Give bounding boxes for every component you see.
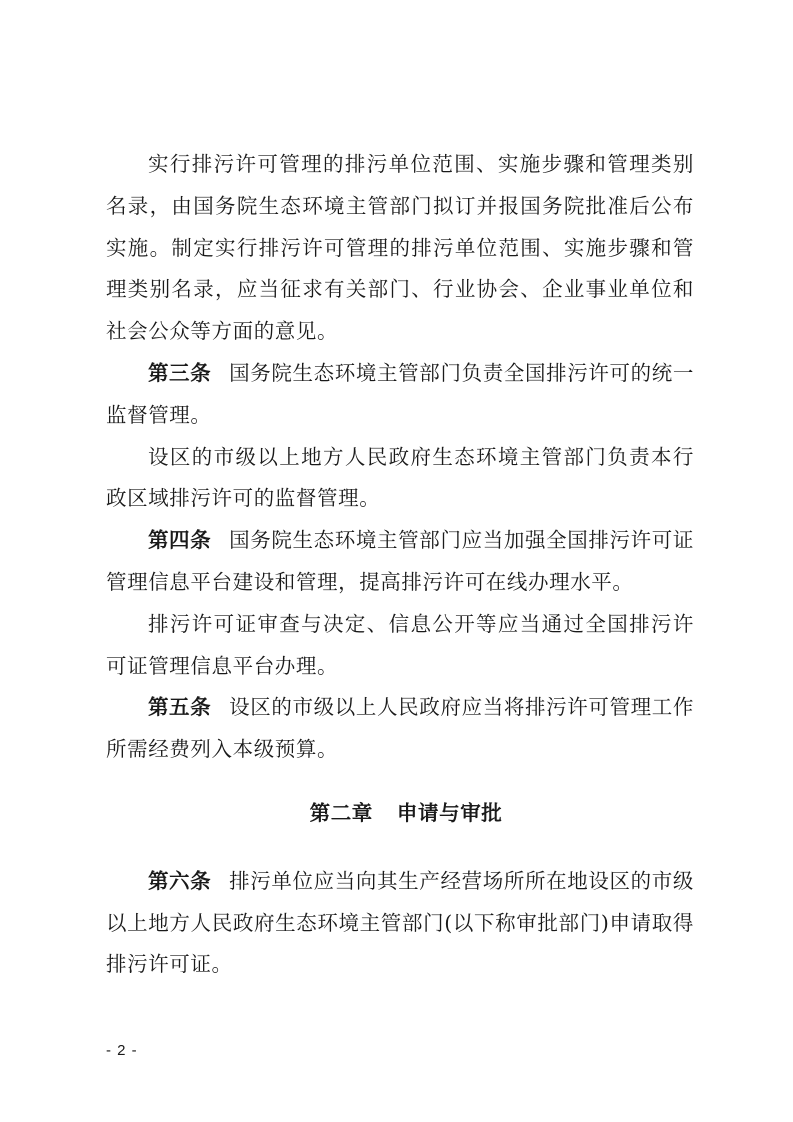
paragraph-text: 设区的市级以上地方人民政府生态环境主管部门负责本行政区域排污许可的监督管理。 — [106, 444, 694, 511]
chapter-number: 第二章 — [309, 800, 373, 825]
article-label: 第六条 — [148, 868, 212, 893]
article-5 — [106, 687, 694, 771]
document-body — [106, 144, 694, 986]
article-label: 第四条 — [148, 528, 212, 553]
paragraph-text: 排污许可证审查与决定、信息公开等应当通过全国排污许可证管理信息平台办理。 — [106, 611, 694, 678]
article-text: 设区的市级以上人民政府应当将排污许可管理工作所需经费列入本级预算。 — [106, 695, 695, 762]
article-label: 第三条 — [148, 360, 212, 385]
paragraph-text: 实行排污许可管理的排污单位范围、实施步骤和管理类别名录，由国务院生态环境主管部门拟订并报国务院批准后公布实施。制定实行排污许可管理的排污单位范围、实施步骤和管理类别名录，应当征求有关部门、行业协会、企业事业单位和社会公众等方面的意见。 — [106, 152, 694, 344]
article-text: 国务院生态环境主管部门负责全国排污许可的统一监督管理。 — [106, 360, 695, 427]
paragraph-scope-list — [106, 144, 694, 353]
paragraph-local-supervision — [106, 437, 694, 521]
page-number: - 2 - — [106, 1042, 138, 1059]
article-text: 国务院生态环境主管部门应当加强全国排污许可证管理信息平台建设和管理，提高排污许可在线办理水平。 — [106, 528, 695, 594]
article-4 — [106, 520, 694, 604]
article-3 — [106, 353, 694, 437]
article-label: 第五条 — [148, 695, 212, 720]
article-6 — [106, 861, 694, 986]
chapter-title: 申请与审批 — [396, 800, 503, 825]
paragraph-platform-processing — [106, 604, 694, 688]
article-text: 排污单位应当向其生产经营场所所在地设区的市级以上地方人民政府生态环境主管部门(以下称审批部门)申请取得排污许可证。 — [106, 868, 695, 977]
chapter-heading — [106, 793, 694, 835]
